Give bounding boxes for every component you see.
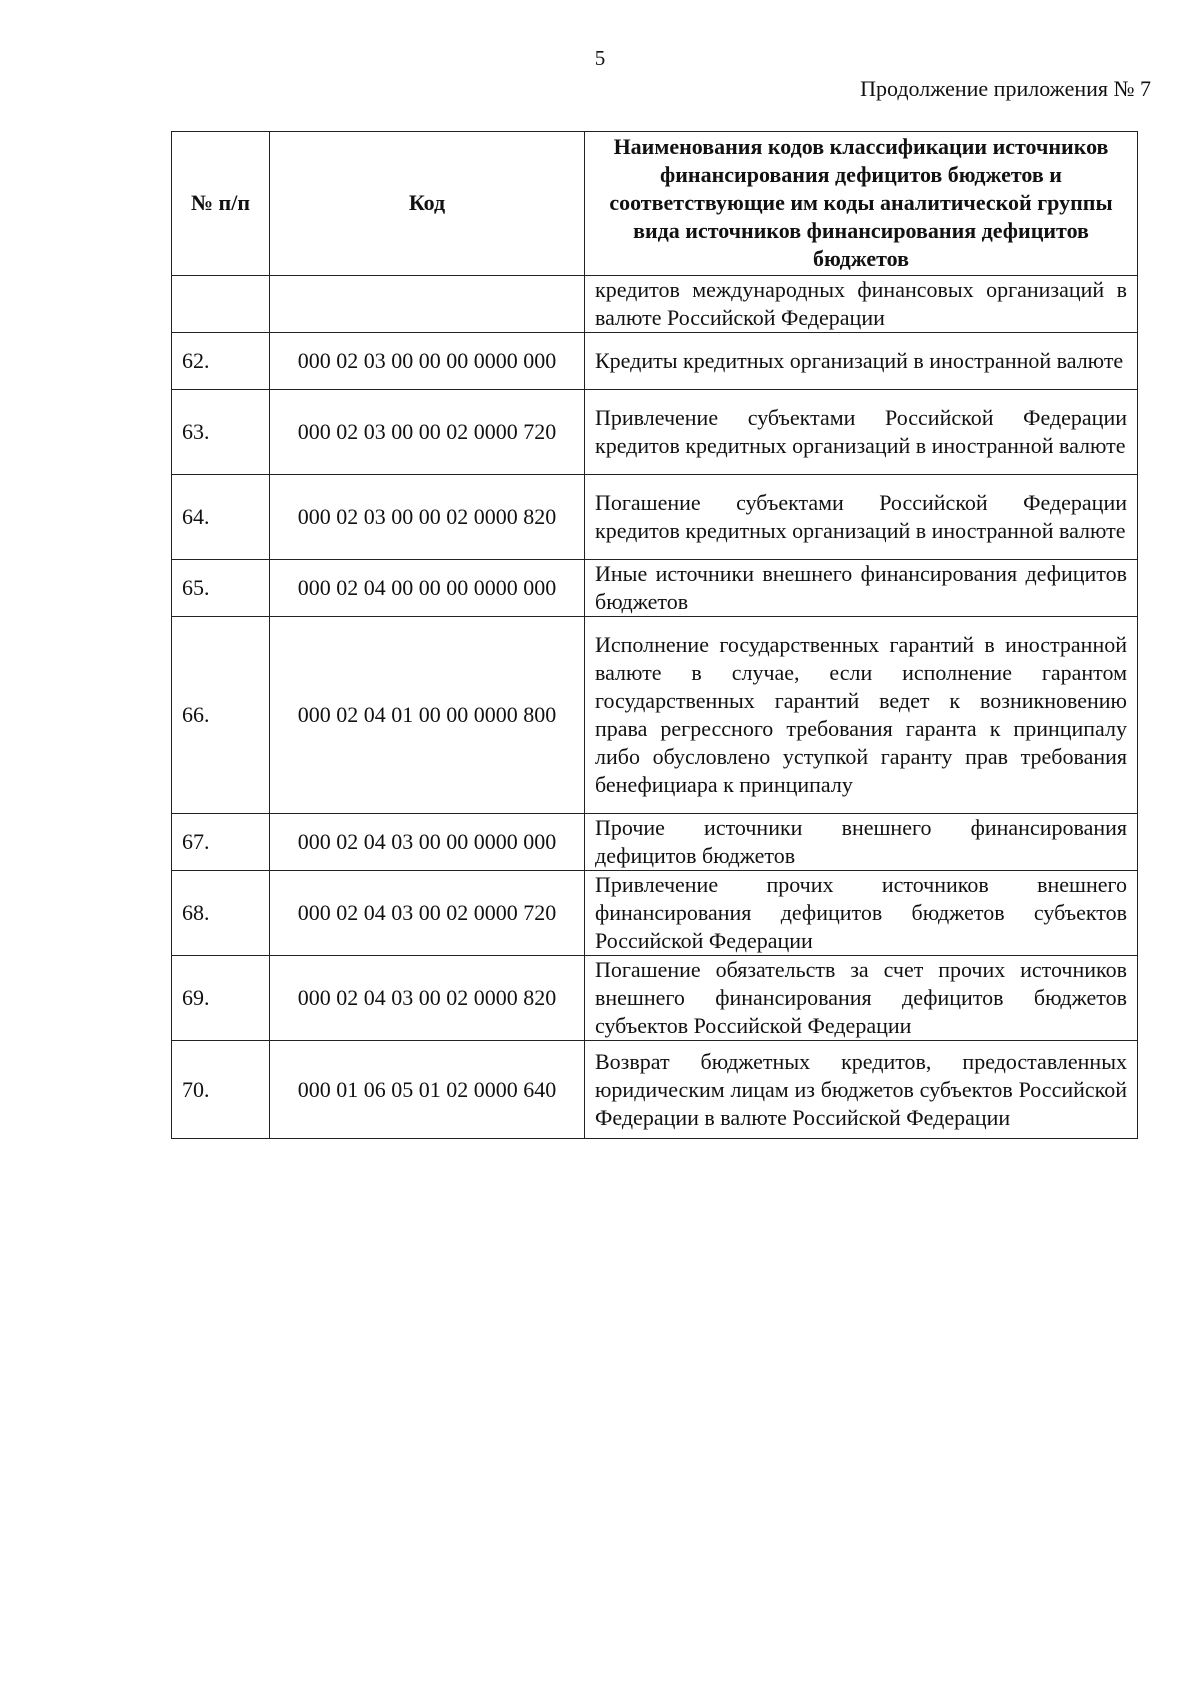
table-row [172,956,1138,1041]
header-number: № п/п [172,132,270,276]
row-name-cell: Прочие источники внешнего финансирования дефицитов бюджетов [585,814,1138,871]
row-code-cell: 000 02 03 00 00 02 0000 820 [270,475,585,560]
table-row [172,276,1138,333]
row-code-cell: 000 02 03 00 00 00 0000 000 [270,333,585,390]
row-name-cell: Кредиты кредитных организаций в иностранной валюте [585,333,1138,390]
table-row [172,390,1138,475]
row-code-cell [270,276,585,333]
table-row [172,617,1138,814]
page-number: 5 [594,46,606,70]
row-code-cell: 000 02 04 03 00 00 0000 000 [270,814,585,871]
row-number-cell: 63. [172,390,270,475]
annex-continuation-note: Продолжение приложения № 7 [860,76,1151,101]
row-code-cell: 000 02 04 01 00 00 0000 800 [270,617,585,814]
row-name-cell: Возврат бюджетных кредитов, предоставленных юридическим лицам из бюджетов субъектов Российской Федерации в валюте Российской Федерации [585,1041,1138,1139]
table-row [172,1041,1138,1139]
row-name-cell: Привлечение субъектами Российской Федерации кредитов кредитных организаций в иностранной валюте [585,390,1138,475]
row-name-cell: Иные источники внешнего финансирования дефицитов бюджетов [585,560,1138,617]
row-code-cell: 000 02 04 03 00 02 0000 720 [270,871,585,956]
table-row [172,333,1138,390]
row-code-cell: 000 01 06 05 01 02 0000 640 [270,1041,585,1139]
row-number-cell: 65. [172,560,270,617]
row-name-cell: Погашение обязательств за счет прочих источников внешнего финансирования дефицитов бюджетов субъектов Российской Федерации [585,956,1138,1041]
row-name-cell: Привлечение прочих источников внешнего финансирования дефицитов бюджетов субъектов Российской Федерации [585,871,1138,956]
row-number-cell: 64. [172,475,270,560]
row-number-cell: 68. [172,871,270,956]
row-number-cell: 69. [172,956,270,1041]
row-number-cell: 70. [172,1041,270,1139]
table-row [172,560,1138,617]
table-row [172,475,1138,560]
table-header-row [172,132,1138,276]
row-name-cell: кредитов международных финансовых организаций в валюте Российской Федерации [585,276,1138,333]
row-code-cell: 000 02 03 00 00 02 0000 720 [270,390,585,475]
row-number-cell: 62. [172,333,270,390]
row-name-cell: Исполнение государственных гарантий в иностранной валюте в случае, если исполнение гарантом государственных гарантий ведет к возникновению права регрессного требования гаранта к принципалу либо обусловлено уступкой гаранту прав требования бенефициара к принципалу [585,617,1138,814]
table-row [172,814,1138,871]
table-row [172,871,1138,956]
row-number-cell: 66. [172,617,270,814]
header-code: Код [270,132,585,276]
row-number-cell: 67. [172,814,270,871]
row-code-cell: 000 02 04 03 00 02 0000 820 [270,956,585,1041]
table-body [172,276,1138,1139]
classification-codes-table [171,131,1138,1139]
row-name-cell: Погашение субъектами Российской Федерации кредитов кредитных организаций в иностранной валюте [585,475,1138,560]
row-code-cell: 000 02 04 00 00 00 0000 000 [270,560,585,617]
header-name: Наименования кодов классификации источников финансирования дефицитов бюджетов и соответствующие им коды аналитической группы вида источников финансирования дефицитов бюджетов [585,132,1138,276]
row-number-cell [172,276,270,333]
